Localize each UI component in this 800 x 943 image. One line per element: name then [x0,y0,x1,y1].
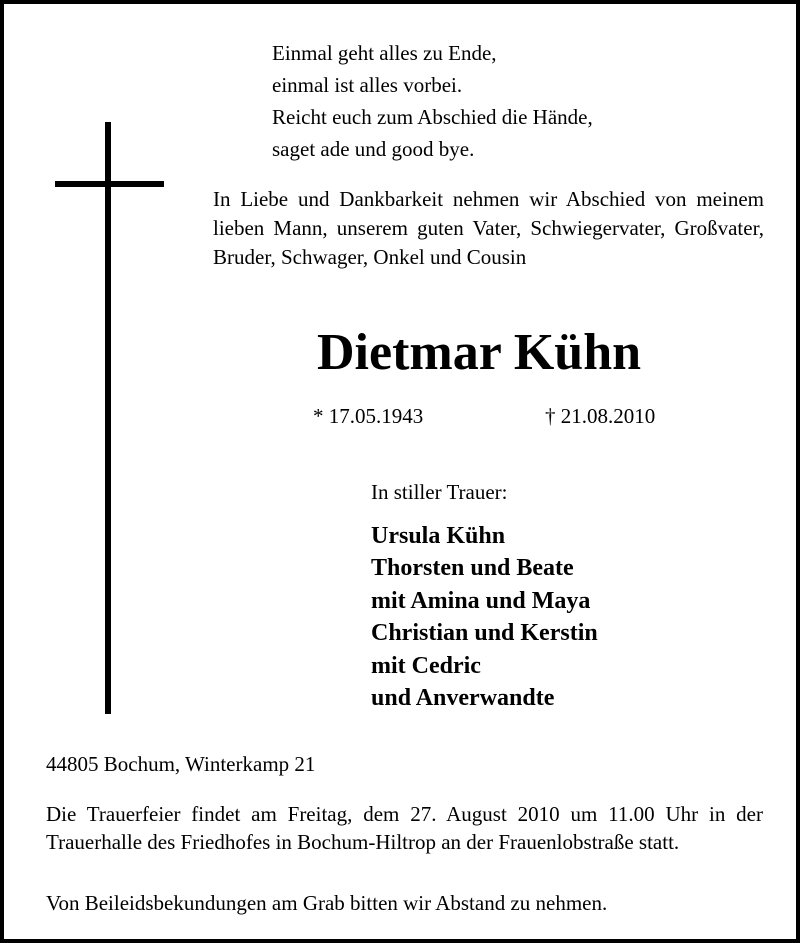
ceremony-info: Die Trauerfeier findet am Freitag, dem 27. August 2010 um 11.00 Uhr in der Trauerhalle des Friedhofes in Bochum-Hiltrop an der Frauenlobstraße statt. [46,802,763,854]
mourner-name: Thorsten und Beate [371,555,574,582]
mourner-name: Ursula Kühn [371,523,506,549]
mourner-name: mit Cedric [371,652,481,679]
birth-date: * 17.05.1943 [313,404,424,428]
cross-horizontal-bar [55,181,164,187]
mourner-name: und Anverwandte [371,685,555,712]
deceased-name: Dietmar Kühn [317,324,642,381]
mourners-list [371,520,598,714]
address: 44805 Bochum, Winterkamp 21 [46,752,316,776]
condolence-request: Von Beileidsbekundungen am Grab bitten wir Abstand zu nehmen. [46,891,608,915]
poem-line: Reicht euch zum Abschied die Hände, [272,105,593,129]
intro-text: In Liebe und Dankbarkeit nehmen wir Abschied von meinem lieben Mann, unserem guten Vater, Schwiegervater, Großvater, Bruder, Schwager, Onkel und Cousin [213,187,764,269]
mourning-label: In stiller Trauer: [371,480,508,504]
poem-line: Einmal geht alles zu Ende, [272,41,497,65]
obituary-notice [4,4,796,939]
poem [272,37,593,165]
cross-vertical-bar [105,122,111,714]
poem-line: saget ade und good bye. [272,137,475,161]
poem-line: einmal ist alles vorbei. [272,73,463,97]
mourner-name: Christian und Kerstin [371,620,598,647]
death-date: † 21.08.2010 [545,404,656,428]
mourner-name: mit Amina und Maya [371,587,591,614]
